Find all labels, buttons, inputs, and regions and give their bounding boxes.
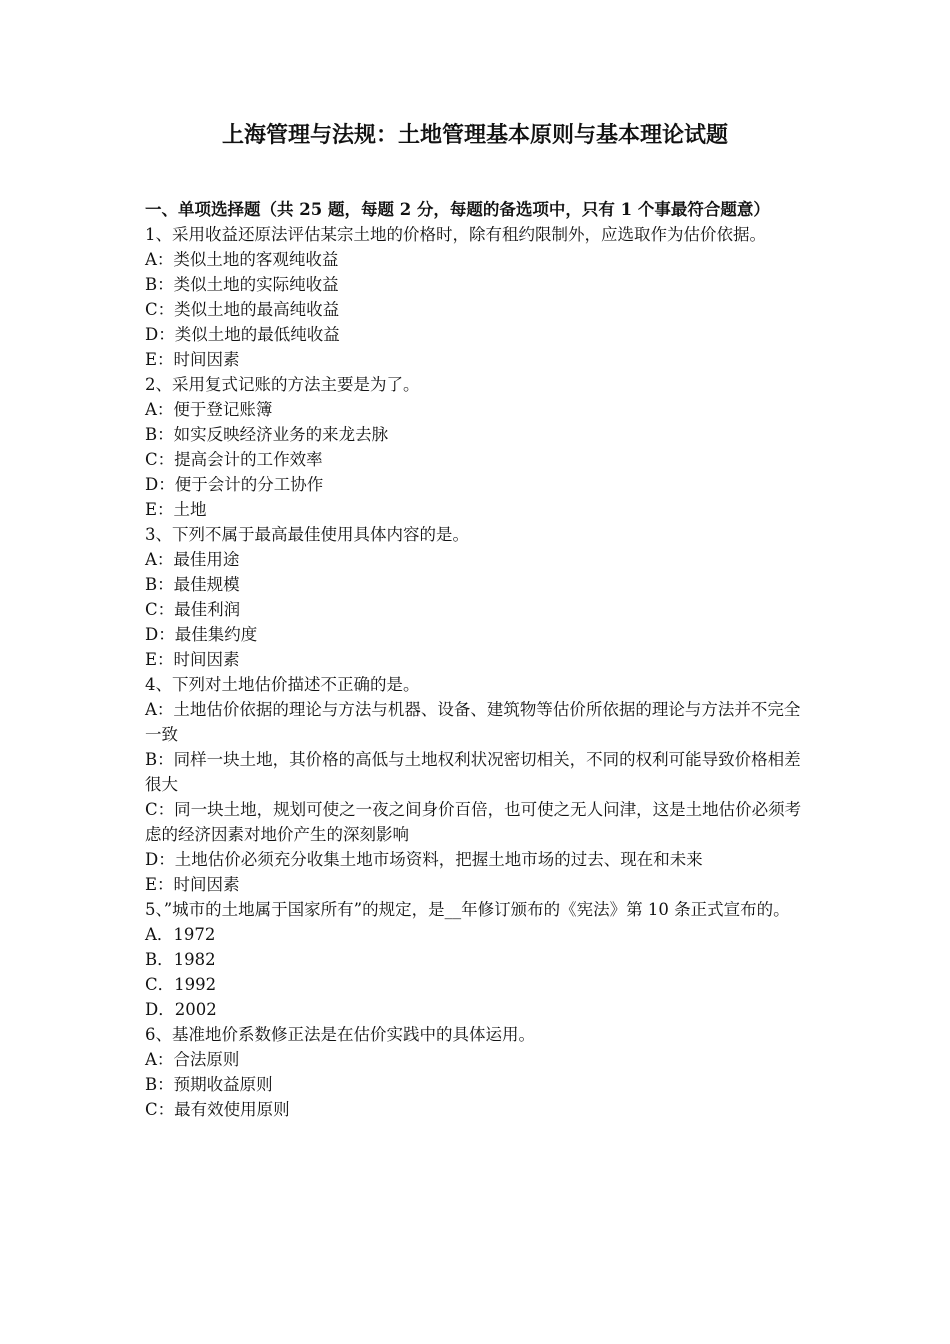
- question-2: [145, 372, 810, 522]
- question-stem: 4、下列对土地估价描述不正确的是。: [145, 675, 420, 694]
- question-stem: 5、”城市的土地属于国家所有”的规定，是__年修订颁布的《宪法》第 10 条正式宣布的。: [145, 900, 790, 919]
- option-list: [145, 397, 810, 522]
- option-list: [145, 697, 810, 897]
- section-heading: 一、单项选择题（共 25 题，每题 2 分，每题的备选项中，只有 1 个事最符合题意）: [145, 200, 770, 219]
- question-stem: 6、基准地价系数修正法是在估价实践中的具体运用。: [145, 1025, 535, 1044]
- question-6: [145, 1022, 810, 1122]
- question-stem: 2、采用复式记账的方法主要是为了。: [145, 375, 420, 394]
- option-list: [145, 247, 810, 372]
- option-list: [145, 922, 810, 1022]
- option-a: A：合法原则: [145, 1050, 240, 1069]
- option-a: A．1972: [145, 925, 216, 944]
- option-b: B：类似土地的实际纯收益: [145, 275, 339, 294]
- option-e: E：时间因素: [145, 875, 240, 894]
- option-d: D：便于会计的分工协作: [145, 475, 324, 494]
- option-c: C：最佳利润: [145, 600, 241, 619]
- option-c: C．1992: [145, 975, 217, 994]
- option-e: E：时间因素: [145, 650, 240, 669]
- option-a: A：类似土地的客观纯收益: [145, 250, 339, 269]
- page-title: 上海管理与法规：土地管理基本原则与基本理论试题: [221, 122, 728, 148]
- option-d: D．2002: [145, 1000, 217, 1019]
- question-3: [145, 522, 810, 672]
- option-e: E：时间因素: [145, 350, 240, 369]
- document-body: [145, 197, 810, 1122]
- option-e: E：土地: [145, 500, 207, 519]
- option-list: [145, 547, 810, 672]
- option-c: C：最有效使用原则: [145, 1100, 290, 1119]
- option-a: A：便于登记账簿: [145, 400, 273, 419]
- option-a: A：土地估价依据的理论与方法与机器、设备、建筑物等估价所依据的理论与方法并不完全一致: [145, 700, 801, 744]
- option-c: C：提高会计的工作效率: [145, 450, 323, 469]
- option-d: D：类似土地的最低纯收益: [145, 325, 340, 344]
- question-stem: 1、采用收益还原法评估某宗土地的价格时，除有租约限制外，应选取作为估价依据。: [145, 225, 766, 244]
- option-b: B：最佳规模: [145, 575, 240, 594]
- option-b: B：如实反映经济业务的来龙去脉: [145, 425, 389, 444]
- option-b: B：预期收益原则: [145, 1075, 273, 1094]
- question-1: [145, 222, 810, 372]
- option-d: D：最佳集约度: [145, 625, 258, 644]
- option-b: B：同样一块土地，其价格的高低与土地权利状况密切相关，不同的权利可能导致价格相差很大: [145, 750, 801, 794]
- option-list: [145, 1047, 810, 1122]
- question-5: [145, 897, 810, 1022]
- question-4: [145, 672, 810, 897]
- option-b: B．1982: [145, 950, 216, 969]
- question-stem: 3、下列不属于最高最佳使用具体内容的是。: [145, 525, 469, 544]
- option-a: A：最佳用途: [145, 550, 240, 569]
- option-c: C：类似土地的最高纯收益: [145, 300, 340, 319]
- option-c: C：同一块土地，规划可使之一夜之间身价百倍，也可使之无人问津，这是土地估价必须考虑的经济因素对地价产生的深刻影响: [145, 800, 802, 844]
- option-d: D：土地估价必须充分收集土地市场资料，把握土地市场的过去、现在和未来: [145, 850, 703, 869]
